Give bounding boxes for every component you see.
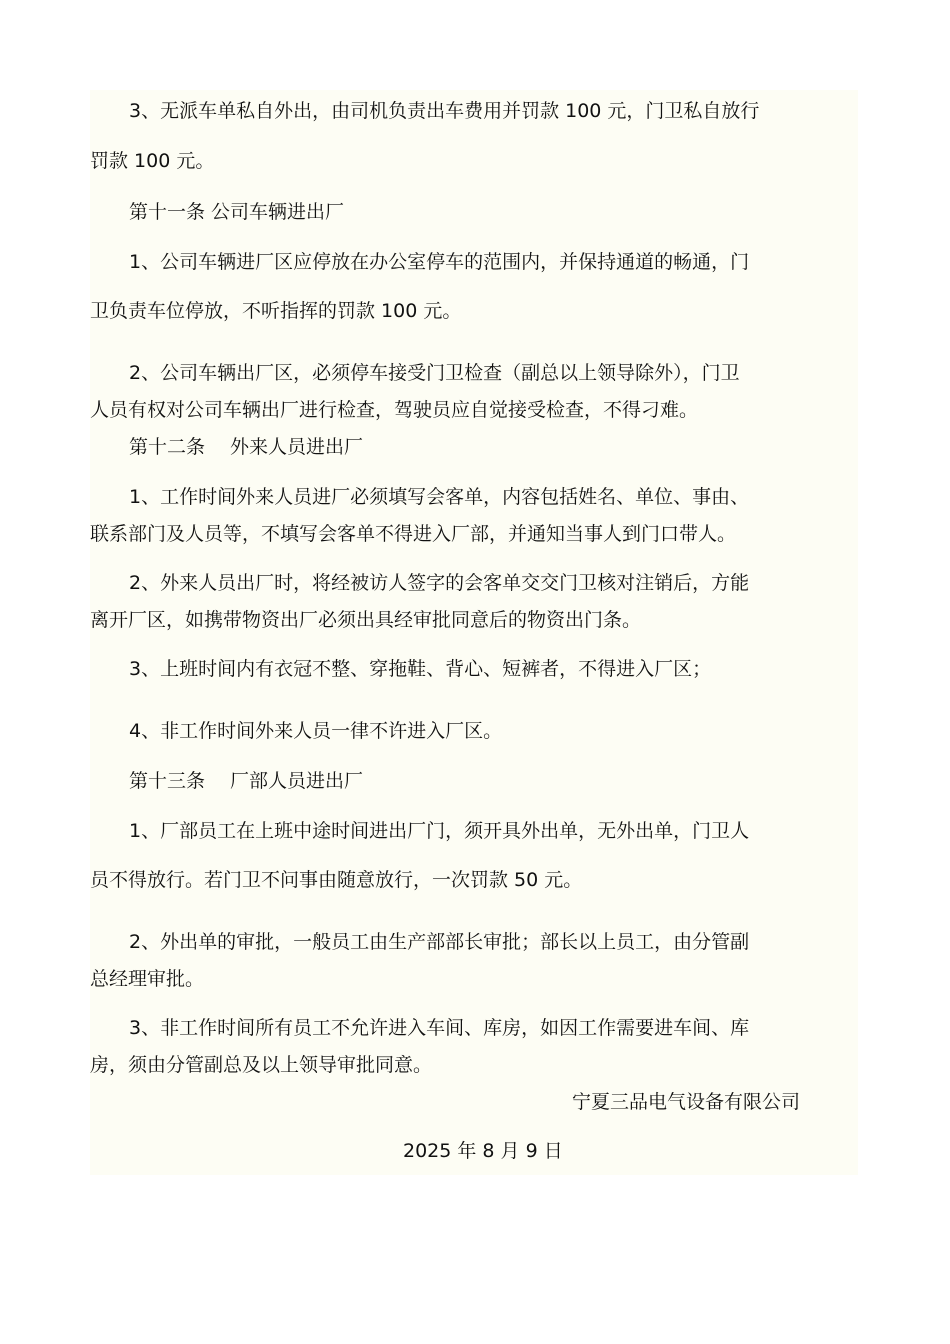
paragraph-line: 2、外来人员出厂时，将经被访人签字的会客单交交门卫核对注销后，方能 <box>129 572 750 594</box>
paragraph-line: 离开厂区，如携带物资出厂必须出具经审批同意后的物资出门条。 <box>90 609 642 631</box>
paragraph-line: 3、非工作时间所有员工不允许进入车间、库房，如因工作需要进车间、库 <box>129 1017 750 1039</box>
paragraph-line: 3、上班时间内有衣冠不整、穿拖鞋、背心、短裤者，不得进入厂区； <box>129 658 712 680</box>
paragraph-line: 1、工作时间外来人员进厂必须填写会客单，内容包括姓名、单位、事由、 <box>129 486 750 508</box>
paragraph-line: 2、公司车辆出厂区，必须停车接受门卫检查（副总以上领导除外），门卫 <box>129 362 740 384</box>
paragraph-line: 员不得放行。若门卫不问事由随意放行，一次罚款 50 元。 <box>90 869 583 891</box>
section-heading-11: 第十一条 公司车辆进出厂 <box>129 201 345 223</box>
paragraph-line: 人员有权对公司车辆出厂进行检查，驾驶员应自觉接受检查，不得刁难。 <box>90 399 699 421</box>
document-date: 2025 年 8 月 9 日 <box>403 1140 563 1162</box>
paragraph-line: 2、外出单的审批，一般员工由生产部部长审批；部长以上员工，由分管副 <box>129 931 750 953</box>
paragraph-line: 总经理审批。 <box>90 968 205 990</box>
paragraph-line: 联系部门及人员等，不填写会客单不得进入厂部，并通知当事人到门口带人。 <box>90 523 737 545</box>
paragraph-line: 卫负责车位停放，不听指挥的罚款 100 元。 <box>90 300 462 322</box>
paragraph-line: 4、非工作时间外来人员一律不许进入厂区。 <box>129 720 503 742</box>
paragraph-line: 3、无派车单私自外出，由司机负责出车费用并罚款 100 元，门卫私自放行 <box>129 100 760 122</box>
section-heading-13: 第十三条 厂部人员进出厂 <box>129 770 364 792</box>
paragraph-line: 罚款 100 元。 <box>90 150 215 172</box>
paragraph-line: 1、公司车辆进厂区应停放在办公室停车的范围内，并保持通道的畅通，门 <box>129 251 750 273</box>
section-heading-12: 第十二条 外来人员进出厂 <box>129 436 364 458</box>
paragraph-line: 1、厂部员工在上班中途时间进出厂门，须开具外出单，无外出单，门卫人 <box>129 820 750 842</box>
paragraph-line: 房，须由分管副总及以上领导审批同意。 <box>90 1054 433 1076</box>
company-signature: 宁夏三品电气设备有限公司 <box>572 1091 801 1113</box>
